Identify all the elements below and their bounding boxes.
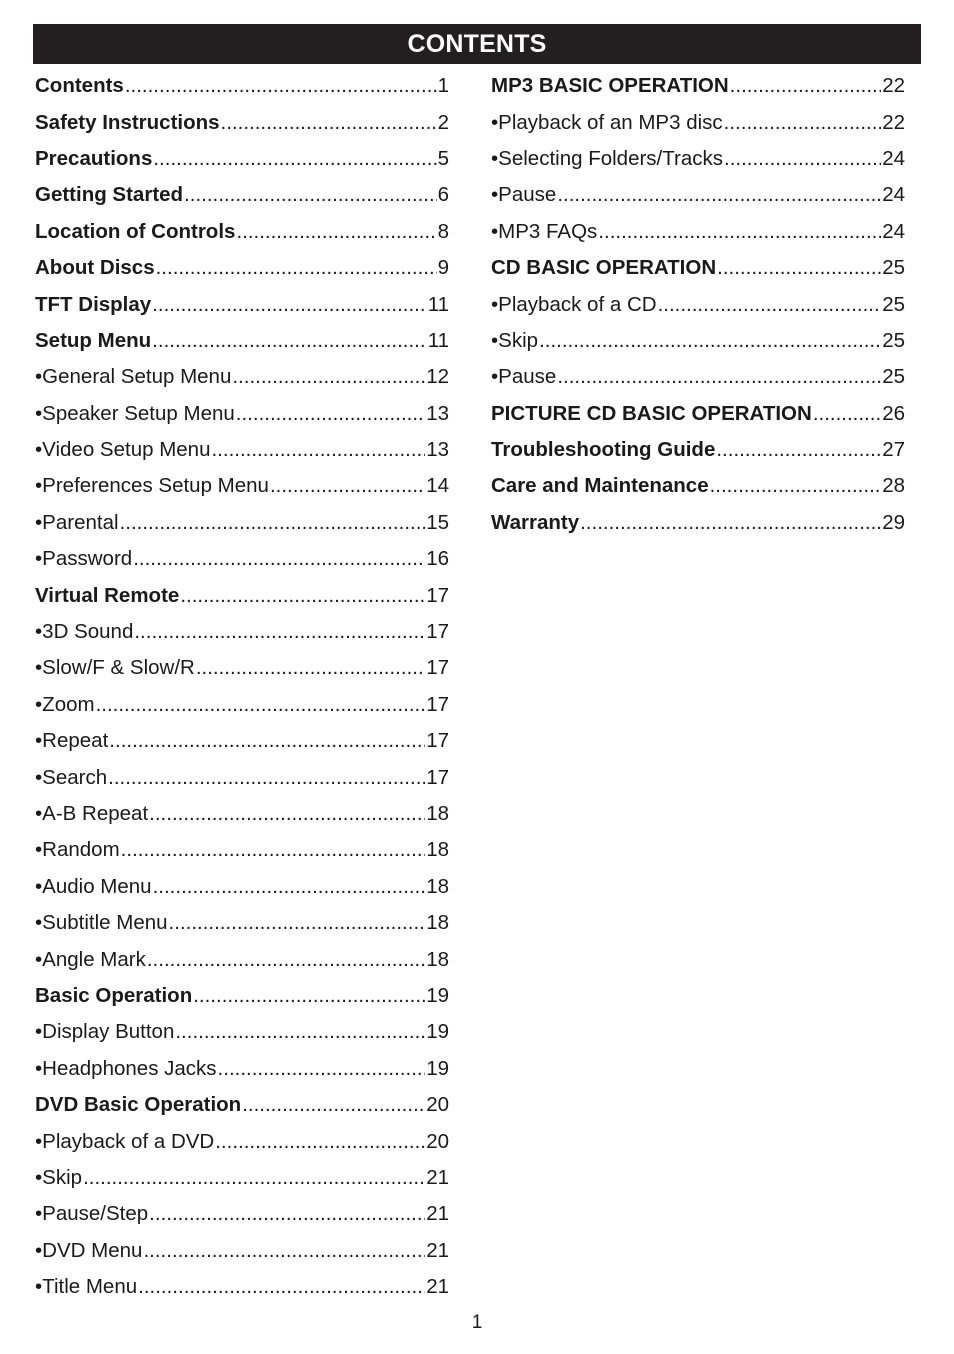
dot-leader	[184, 183, 437, 207]
toc-entry-label: MP3 BASIC OPERATION	[491, 74, 729, 98]
toc-entry-label: Virtual Remote	[35, 583, 180, 607]
dot-leader	[96, 693, 426, 717]
dot-leader	[156, 256, 437, 280]
toc-entry-label: •Headphones Jacks	[35, 1056, 217, 1080]
dot-leader	[180, 584, 425, 608]
toc-entry[interactable]	[35, 468, 449, 504]
dot-leader	[717, 256, 881, 280]
dot-leader	[169, 911, 426, 935]
toc-entry-label: •A-B Repeat	[35, 802, 149, 825]
toc-entry-page: 9	[437, 256, 449, 280]
toc-entry-label: •Search	[35, 765, 108, 789]
dot-leader	[232, 365, 425, 389]
toc-entry-label: •Pause	[491, 183, 557, 207]
dot-leader	[221, 111, 437, 135]
toc-entry-label: •Pause	[491, 365, 557, 389]
toc-entry-page: 11	[427, 328, 449, 352]
toc-entry-page: 15	[426, 510, 449, 534]
dot-leader	[557, 183, 881, 207]
dot-leader	[813, 402, 881, 426]
toc-entry-label: DVD Basic Operation	[35, 1093, 242, 1117]
toc-entry-label: •Skip	[491, 328, 539, 352]
toc-entry[interactable]	[35, 541, 449, 577]
toc-entry-label: Basic Operation	[35, 983, 193, 1007]
toc-entry-label: •Password	[35, 547, 133, 571]
dot-leader	[658, 293, 882, 317]
toc-entry[interactable]	[35, 869, 449, 905]
dot-leader	[557, 365, 881, 389]
toc-entry-page: 18	[426, 802, 449, 825]
toc-entry[interactable]	[491, 68, 905, 104]
toc-entry-label: •Skip	[35, 1165, 83, 1189]
toc-entry[interactable]	[35, 214, 449, 250]
dot-leader	[539, 329, 881, 353]
toc-entry[interactable]	[35, 650, 449, 686]
toc-entry-page: 17	[426, 692, 449, 716]
toc-entry-label: Location of Controls	[35, 219, 236, 243]
toc-entry[interactable]	[35, 905, 449, 941]
toc-entry-page: 14	[426, 474, 449, 498]
dot-leader	[133, 547, 425, 571]
toc-entry-page: 27	[882, 438, 905, 462]
dot-leader	[143, 1239, 425, 1263]
toc-entry-page: 1	[437, 74, 449, 98]
dot-leader	[236, 402, 425, 426]
dot-leader	[724, 147, 881, 171]
toc-entry-label: Troubleshooting Guide	[491, 438, 716, 462]
dot-leader	[236, 220, 436, 244]
toc-entry-page: 16	[426, 547, 449, 571]
dot-leader	[598, 220, 881, 244]
toc-entry[interactable]	[491, 214, 905, 250]
toc-entry[interactable]	[35, 941, 449, 977]
toc-entry-label: •General Setup Menu	[35, 365, 232, 389]
toc-entry[interactable]	[35, 177, 449, 213]
toc-entry-page: 17	[426, 583, 449, 607]
toc-entry[interactable]	[35, 1014, 449, 1050]
toc-entry[interactable]	[491, 250, 905, 286]
toc-entry[interactable]	[35, 1269, 449, 1305]
toc-entry-label: •Subtitle Menu	[35, 911, 168, 935]
toc-entry-page: 24	[882, 146, 905, 170]
toc-entry-page: 13	[426, 401, 449, 425]
dot-leader	[710, 474, 882, 498]
dot-leader	[730, 74, 882, 98]
dot-leader	[83, 1166, 425, 1190]
toc-entry[interactable]	[35, 104, 449, 140]
toc-entry-page: 29	[882, 510, 905, 534]
toc-entry-label: •Playback of an MP3 disc	[491, 110, 723, 134]
toc-entry-label: •Pause/Step	[35, 1202, 149, 1226]
toc-entry-page: 19	[426, 1020, 449, 1044]
dot-leader	[270, 474, 425, 498]
toc-entry[interactable]	[35, 432, 449, 468]
dot-leader	[724, 111, 882, 135]
toc-entry-label: Getting Started	[35, 183, 184, 207]
toc-entry-label: •Parental	[35, 510, 119, 534]
toc-entry-label: Precautions	[35, 146, 153, 170]
dot-leader	[120, 511, 426, 535]
dot-leader	[215, 1130, 425, 1154]
dot-leader	[109, 729, 425, 753]
toc-entry-label: •Repeat	[35, 729, 109, 753]
toc-entry-page: 2	[437, 110, 449, 134]
contents-header	[33, 24, 921, 64]
toc-entry[interactable]	[35, 286, 449, 322]
toc-entry[interactable]	[35, 577, 449, 613]
toc-entry-page: 28	[882, 474, 905, 498]
toc-entry-label: •3D Sound	[35, 620, 134, 644]
toc-entry[interactable]	[35, 723, 449, 759]
toc-entry-page: 17	[426, 729, 449, 753]
toc-entry-page: 22	[882, 110, 905, 134]
toc-entry-page: 19	[426, 983, 449, 1007]
dot-leader	[580, 511, 881, 535]
toc-entry-label: TFT Display	[35, 292, 152, 316]
toc-entry[interactable]	[35, 1087, 449, 1123]
toc-entry[interactable]	[35, 1196, 449, 1232]
toc-entry[interactable]	[35, 141, 449, 177]
toc-entry-label: •Playback of a DVD	[35, 1129, 215, 1153]
toc-entry-page: 21	[426, 1275, 449, 1299]
toc-entry-page: 25	[882, 256, 905, 280]
toc-entry-label: •Angle Mark	[35, 947, 146, 971]
toc-entry-page: 20	[426, 1129, 449, 1153]
toc-entry-label: •Preferences Setup Menu	[35, 474, 269, 498]
dot-leader	[153, 147, 436, 171]
toc-entry-page: 17	[426, 765, 449, 789]
toc-entry[interactable]	[35, 1051, 449, 1087]
toc-entry[interactable]	[35, 832, 449, 868]
toc-entry[interactable]	[35, 759, 449, 795]
toc-entry[interactable]	[35, 978, 449, 1014]
toc-entry-label: Contents	[35, 74, 124, 98]
toc-entry-label: •Slow/F & Slow/R	[35, 656, 195, 680]
toc-entry[interactable]	[35, 796, 449, 832]
toc-entry-page: 5	[437, 146, 449, 170]
dot-leader	[153, 875, 426, 899]
dot-leader	[193, 984, 425, 1008]
toc-entry-label: •Selecting Folders/Tracks	[491, 146, 723, 170]
toc-entry-page: 24	[882, 219, 905, 243]
dot-leader	[147, 948, 425, 972]
toc-entry-page: 12	[426, 365, 449, 389]
toc-entry-page: 21	[426, 1165, 449, 1189]
toc-entry-label: •MP3 FAQs	[491, 219, 598, 243]
toc-entry-label: •Zoom	[35, 692, 95, 716]
dot-leader	[134, 620, 425, 644]
toc-entry-label: •Title Menu	[35, 1275, 138, 1299]
toc-entry-label: Care and Maintenance	[491, 474, 709, 498]
toc-entry-page: 6	[437, 183, 449, 207]
dot-leader	[218, 1057, 426, 1081]
dot-leader	[716, 438, 881, 462]
dot-leader	[149, 802, 425, 826]
toc-entry[interactable]	[35, 505, 449, 541]
toc-entry-page: 13	[426, 438, 449, 462]
toc-entry-label: Setup Menu	[35, 328, 152, 352]
dot-leader	[138, 1275, 425, 1299]
toc-entry[interactable]	[35, 250, 449, 286]
toc-entry[interactable]	[491, 177, 905, 213]
toc-entry[interactable]	[35, 359, 449, 395]
toc-entry-label: About Discs	[35, 256, 155, 280]
toc-entry[interactable]	[35, 614, 449, 650]
dot-leader	[152, 329, 427, 353]
toc-entry[interactable]	[35, 68, 449, 104]
toc-entry-page: 18	[426, 838, 449, 862]
toc-entry[interactable]	[35, 1160, 449, 1196]
toc-right-column	[491, 68, 905, 541]
toc-entry-page: 18	[426, 947, 449, 971]
toc-entry-page: 25	[882, 328, 905, 352]
toc-entry-page: 21	[426, 1202, 449, 1226]
dot-leader	[149, 1202, 425, 1226]
toc-entry[interactable]	[491, 396, 905, 432]
toc-entry-label: •DVD Menu	[35, 1238, 143, 1262]
toc-entry-label: CD BASIC OPERATION	[491, 256, 717, 280]
toc-entry[interactable]	[35, 1123, 449, 1159]
toc-entry[interactable]	[35, 396, 449, 432]
toc-entry-page: 11	[427, 292, 449, 316]
toc-entry-label: •Audio Menu	[35, 874, 152, 898]
toc-entry-page: 25	[882, 292, 905, 316]
toc-entry-page: 24	[882, 183, 905, 207]
dot-leader	[175, 1020, 425, 1044]
toc-entry-label: •Speaker Setup Menu	[35, 401, 235, 425]
toc-entry-label: •Playback of a CD	[491, 292, 657, 316]
toc-entry[interactable]	[491, 323, 905, 359]
dot-leader	[108, 766, 425, 790]
page-number: 1	[471, 1312, 483, 1333]
toc-left-column	[35, 68, 449, 1305]
toc-entry[interactable]	[491, 359, 905, 395]
dot-leader	[121, 838, 426, 862]
dot-leader	[211, 438, 425, 462]
dot-leader	[152, 293, 427, 317]
toc-entry[interactable]	[491, 286, 905, 322]
toc-entry[interactable]	[491, 104, 905, 140]
toc-entry-page: 17	[426, 656, 449, 680]
toc-entry-page: 20	[426, 1093, 449, 1117]
toc-entry-page: 19	[426, 1056, 449, 1080]
toc-entry-page: 8	[437, 219, 449, 243]
dot-leader	[242, 1093, 425, 1117]
toc-entry-label: •Video Setup Menu	[35, 438, 211, 462]
toc-entry-page: 22	[882, 74, 905, 98]
toc-entry-page: 17	[426, 620, 449, 644]
dot-leader	[125, 74, 437, 98]
toc-entry-page: 25	[882, 365, 905, 389]
toc-entry-label: Warranty	[491, 510, 580, 534]
page-title: CONTENTS	[407, 29, 547, 58]
toc-entry[interactable]	[491, 468, 905, 504]
toc-entry-page: 18	[426, 911, 449, 935]
toc-entry[interactable]	[35, 687, 449, 723]
toc-entry[interactable]	[35, 323, 449, 359]
toc-entry-label: PICTURE CD BASIC OPERATION	[491, 401, 812, 425]
dot-leader	[196, 656, 425, 680]
toc-entry-label: Safety Instructions	[35, 110, 220, 134]
toc-entry[interactable]	[491, 432, 905, 468]
toc-entry-page: 18	[426, 874, 449, 898]
toc-entry[interactable]	[35, 1233, 449, 1269]
toc-entry-page: 26	[882, 401, 905, 425]
toc-entry-label: •Display Button	[35, 1020, 175, 1044]
toc-entry-label: •Random	[35, 838, 120, 862]
toc-entry-page: 21	[426, 1238, 449, 1262]
toc-entry[interactable]	[491, 505, 905, 541]
toc-entry[interactable]	[491, 141, 905, 177]
